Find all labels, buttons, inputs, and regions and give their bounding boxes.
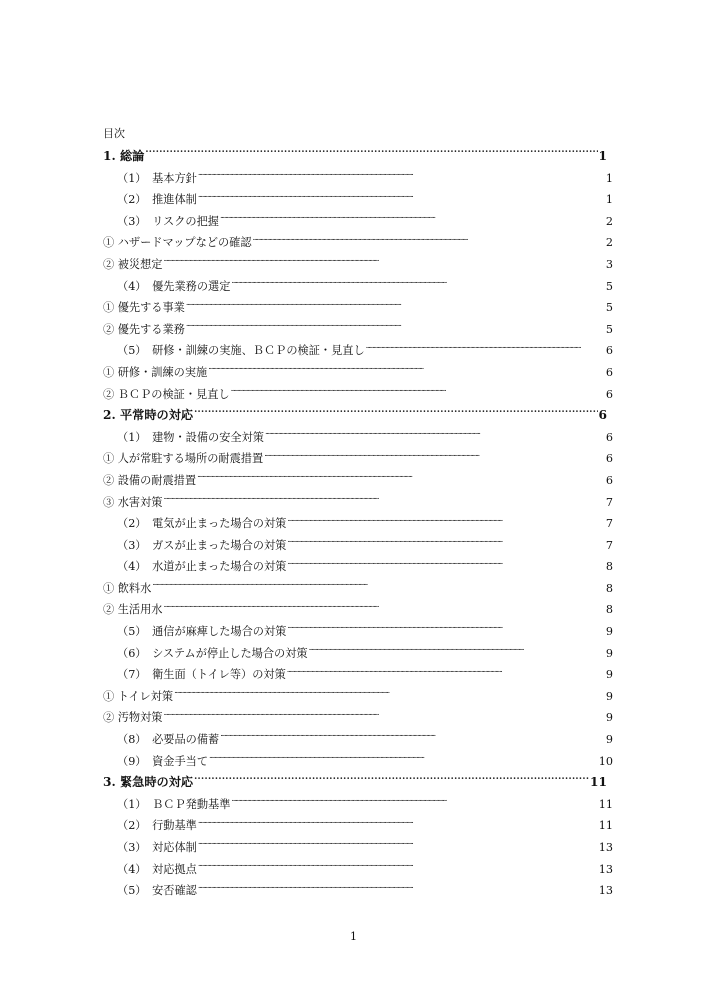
dot-leader [145,148,597,160]
toc-entry-label: ③ 水害対策 [103,495,163,509]
dot-leader [287,537,605,549]
toc-entry-page: 7 [605,538,613,552]
dot-leader [309,645,605,657]
dot-leader [198,861,598,873]
toc-entry[interactable] [103,319,613,341]
toc-entry-page: 5 [605,279,613,293]
toc-entry-label: ① トイレ対策 [103,689,174,703]
dot-leader [174,688,605,700]
dot-leader [164,256,605,268]
dot-leader [231,796,597,808]
toc-entry[interactable] [103,492,613,514]
toc-entry-page: 2 [605,214,613,228]
toc-entry[interactable] [103,340,613,362]
toc-entry-label: （5） 安否確認 [117,884,197,898]
toc-entry[interactable] [103,232,613,254]
toc-entry-label: （4） 水道が止まった場合の対策 [117,560,287,574]
toc-entry-page: 6 [605,344,613,358]
dot-leader [164,494,605,506]
dot-leader [220,731,605,743]
dot-leader [194,407,597,419]
toc-entry-page: 6 [605,452,613,466]
toc-entry[interactable] [103,880,613,902]
toc-entry-label: ② ＢＣＰの検証・見直し [103,387,230,401]
toc-entry-label: 2. 平常時の対応 [103,408,194,423]
dot-leader [198,882,598,894]
toc-entry[interactable] [103,513,613,535]
toc-entry-label: ② 優先する業務 [103,322,185,336]
toc-entry-page: 7 [605,517,613,531]
toc-entry-page: 13 [598,862,613,876]
toc-entry-page: 11 [598,819,613,833]
dot-leader [197,472,605,484]
toc-entry-page: 6 [605,473,613,487]
toc-entry-page: 8 [605,581,613,595]
toc-entry[interactable] [103,362,613,384]
toc-entry-label: （9） 資金手当て [117,754,209,768]
toc-entry-label: （2） 行動基準 [117,819,197,833]
dot-leader [287,666,605,678]
dot-leader [209,753,598,765]
dot-leader [164,709,605,721]
toc-entry[interactable] [103,535,613,557]
dot-leader [253,234,605,246]
toc-entry[interactable] [103,599,613,621]
toc-entry-label: （2） 電気が止まった場合の対策 [117,517,287,531]
toc-entry[interactable] [103,211,613,233]
toc-entry-page: 10 [598,754,613,768]
toc-entry[interactable] [103,427,613,449]
dot-leader [231,278,604,290]
page-number: 1 [350,930,357,943]
dot-leader [186,321,605,333]
toc-entry[interactable] [103,859,613,881]
dot-leader [208,364,605,376]
dot-leader [198,839,598,851]
toc-entry-page: 7 [605,495,613,509]
dot-leader [265,429,605,441]
toc-entry-label: ② 設備の耐震措置 [103,473,197,487]
toc-entry[interactable] [103,837,613,859]
toc-entry[interactable] [103,772,613,794]
toc-entry-page: 11 [590,775,607,790]
toc-entry[interactable] [103,297,613,319]
toc-entry-page: 5 [605,322,613,336]
toc-entry-label: （1） ＢＣＰ発動基準 [117,797,231,811]
toc-entry-page: 8 [605,560,613,574]
dot-leader [198,170,605,182]
dot-leader [220,213,605,225]
toc-entry[interactable] [103,686,613,708]
toc-entry-label: （5） 研修・訓練の実施、ＢＣＰの検証・見直し [117,344,365,358]
toc-entry-page: 9 [605,668,613,682]
toc-entry[interactable] [103,621,613,643]
dot-leader [287,558,605,570]
toc-entry[interactable] [103,254,613,276]
toc-entry-page: 11 [598,797,613,811]
toc-entry-page: 5 [605,301,613,315]
toc-entry-label: 1. 総論 [103,149,145,163]
toc-entry[interactable] [103,729,613,751]
toc-entry-label: （4） 優先業務の選定 [117,279,231,293]
toc-entry[interactable] [103,707,613,729]
toc-entry-page: 2 [605,236,613,250]
toc-entry[interactable] [103,815,613,837]
toc-entry-label: ① 優先する事業 [103,301,185,315]
dot-leader [164,601,605,613]
toc-entry-label: ① 飲料水 [103,581,152,595]
toc-entry[interactable] [103,578,613,600]
toc-entry-page: 9 [605,733,613,747]
toc-entry-label: （1） 建物・設備の安全対策 [117,430,264,444]
toc-entry-page: 6 [605,365,613,379]
toc-entry-label: （1） 基本方針 [117,171,197,185]
toc-entry-label: （6） システムが停止した場合の対策 [117,646,308,660]
toc-entry-page: 13 [598,841,613,854]
toc-entry-page: 13 [598,884,613,898]
toc-entry-label: 3. 緊急時の対応 [103,775,194,790]
dot-leader [264,450,605,462]
dot-leader [366,342,605,354]
toc-entry-label: （8） 必要品の備蓄 [117,733,220,747]
toc-entry-page: 9 [605,711,613,725]
toc-entry-page: 6 [605,387,613,401]
dot-leader [152,580,605,592]
toc-entry-label: （2） 推進体制 [117,193,197,207]
toc-entry-label: ① ハザードマップなどの確認 [103,236,252,250]
toc-entry[interactable] [103,751,613,773]
toc-entry-page: 1 [605,171,613,185]
toc-entry-label: （5） 通信が麻痺した場合の対策 [117,625,287,639]
toc-entry-page: 6 [605,430,613,444]
dot-leader [198,817,598,829]
toc-entry[interactable] [103,470,613,492]
toc-entry-label: ② 生活用水 [103,603,163,617]
toc-entry[interactable] [103,448,613,470]
dot-leader [231,386,605,398]
dot-leader [194,774,589,786]
toc-entry-page: 8 [605,603,613,617]
toc-entry-label: （3） リスクの把握 [117,214,219,228]
toc-entry-label: ② 被災想定 [103,257,163,271]
toc-entry-label: （3） ガスが止まった場合の対策 [117,538,287,552]
toc-entry[interactable] [103,664,613,686]
toc-entry-page: 9 [605,625,613,639]
toc-entry-label: ② 汚物対策 [103,711,163,725]
toc-entry[interactable] [103,276,613,298]
dot-leader [198,191,605,203]
toc-entry-page: 9 [605,689,613,703]
dot-leader [186,299,605,311]
toc-entry-label: ① 研修・訓練の実施 [103,365,208,379]
toc-entry-label: ① 人が常駐する場所の耐震措置 [103,452,264,466]
dot-leader [287,623,605,635]
toc-entry-page: 3 [605,257,613,271]
table-of-contents [103,146,613,902]
toc-entry[interactable] [103,168,613,190]
toc-entry-page: 9 [605,646,613,660]
toc-entry-label: （4） 対応拠点 [117,862,197,876]
dot-leader [287,515,605,527]
toc-entry[interactable] [103,794,613,816]
toc-entry-page: 1 [605,193,613,207]
toc-entry-page: 6 [598,408,607,423]
toc-entry[interactable] [103,405,613,427]
toc-entry-label: （3） 対応体制 [117,841,197,854]
toc-entry[interactable] [103,146,613,168]
toc-entry[interactable] [103,384,613,406]
toc-entry[interactable] [103,643,613,665]
toc-heading: 目次 [103,127,125,140]
toc-entry-page: 1 [598,149,607,163]
toc-entry[interactable] [103,189,613,211]
toc-entry-label: （7） 衛生面（トイレ等）の対策 [117,668,286,682]
toc-entry[interactable] [103,556,613,578]
